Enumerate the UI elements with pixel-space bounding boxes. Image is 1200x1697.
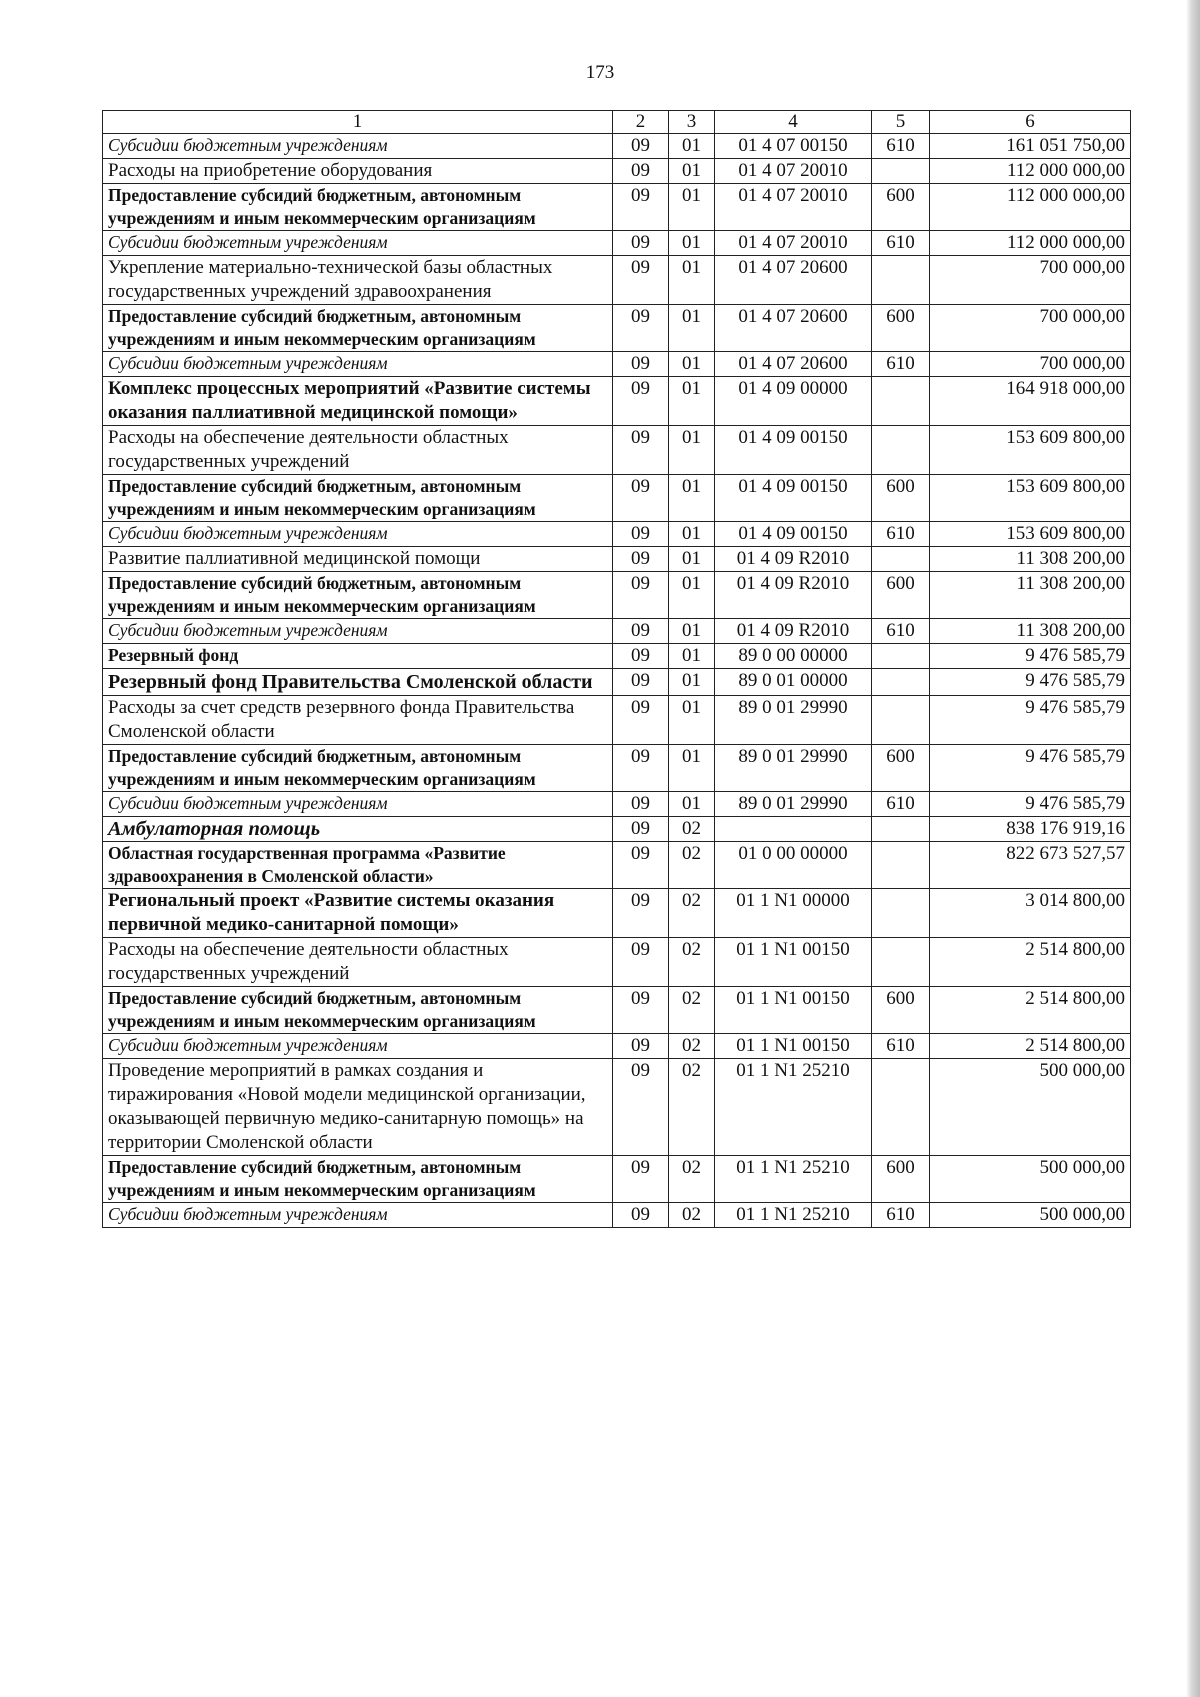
row-amount-cell: 500 000,00: [930, 1203, 1131, 1228]
row-name-cell: Субсидии бюджетным учреждениям: [103, 619, 613, 644]
row-code-4-cell: 01 1 N1 25210: [715, 1203, 872, 1228]
row-code-5-cell: [872, 547, 930, 572]
row-code-4-cell: 01 4 07 20010: [715, 159, 872, 184]
row-code-3-cell: 01: [669, 475, 715, 522]
row-name-cell: Развитие паллиативной медицинской помощи: [103, 547, 613, 572]
table-row: [103, 1203, 1131, 1228]
row-code-5-cell: 600: [872, 572, 930, 619]
row-name-cell: Предоставление субсидий бюджетным, автономным учреждениям и иным некоммерческим организациям: [103, 1156, 613, 1203]
row-amount-cell: 500 000,00: [930, 1059, 1131, 1156]
row-amount-cell: 9 476 585,79: [930, 644, 1131, 669]
row-name-cell: Проведение мероприятий в рамках создания и тиражирования «Новой модели медицинской организации, оказывающей первичную медико-санитарную помощь» на территории Смоленской области: [103, 1059, 613, 1156]
row-code-2-cell: 09: [613, 842, 669, 889]
table-row: [103, 987, 1131, 1034]
row-code-4-cell: 01 4 07 20600: [715, 256, 872, 305]
row-code-3-cell: 02: [669, 889, 715, 938]
table-header-row: [103, 111, 1131, 134]
row-code-3-cell: 02: [669, 1203, 715, 1228]
row-code-4-cell: 89 0 01 29990: [715, 696, 872, 745]
row-code-3-cell: 02: [669, 1059, 715, 1156]
row-code-5-cell: [872, 377, 930, 426]
table-row: [103, 522, 1131, 547]
table-row: [103, 644, 1131, 669]
row-code-4-cell: 01 4 09 00150: [715, 522, 872, 547]
table-row: [103, 184, 1131, 231]
row-code-3-cell: 01: [669, 352, 715, 377]
row-code-5-cell: [872, 696, 930, 745]
header-cell: 6: [930, 111, 1131, 134]
row-code-2-cell: 09: [613, 669, 669, 696]
row-amount-cell: 164 918 000,00: [930, 377, 1131, 426]
row-amount-cell: 153 609 800,00: [930, 522, 1131, 547]
table-row: [103, 159, 1131, 184]
row-amount-cell: 2 514 800,00: [930, 938, 1131, 987]
row-code-5-cell: 600: [872, 305, 930, 352]
row-code-2-cell: 09: [613, 745, 669, 792]
row-code-4-cell: 01 4 09 00150: [715, 426, 872, 475]
row-code-5-cell: [872, 256, 930, 305]
table-row: [103, 231, 1131, 256]
row-code-4-cell: [715, 817, 872, 842]
row-name-cell: Резервный фонд: [103, 644, 613, 669]
row-code-4-cell: 01 4 07 20600: [715, 352, 872, 377]
header-cell: 4: [715, 111, 872, 134]
row-code-5-cell: 600: [872, 987, 930, 1034]
row-code-3-cell: 02: [669, 1034, 715, 1059]
table-row: [103, 352, 1131, 377]
table-row: [103, 377, 1131, 426]
row-amount-cell: 153 609 800,00: [930, 426, 1131, 475]
row-amount-cell: 9 476 585,79: [930, 792, 1131, 817]
row-code-3-cell: 01: [669, 134, 715, 159]
row-amount-cell: 112 000 000,00: [930, 231, 1131, 256]
row-amount-cell: 9 476 585,79: [930, 696, 1131, 745]
row-code-2-cell: 09: [613, 792, 669, 817]
row-amount-cell: 153 609 800,00: [930, 475, 1131, 522]
row-name-cell: Предоставление субсидий бюджетным, автономным учреждениям и иным некоммерческим организациям: [103, 184, 613, 231]
row-code-3-cell: 01: [669, 644, 715, 669]
row-code-4-cell: 89 0 00 00000: [715, 644, 872, 669]
row-code-4-cell: 01 1 N1 00150: [715, 1034, 872, 1059]
table-row: [103, 305, 1131, 352]
row-code-4-cell: 01 4 07 20010: [715, 184, 872, 231]
row-code-2-cell: 09: [613, 475, 669, 522]
row-code-3-cell: 01: [669, 696, 715, 745]
row-code-4-cell: 01 4 07 00150: [715, 134, 872, 159]
row-code-3-cell: 01: [669, 184, 715, 231]
row-code-3-cell: 01: [669, 305, 715, 352]
table-row: [103, 938, 1131, 987]
row-code-2-cell: 09: [613, 352, 669, 377]
row-code-3-cell: 01: [669, 745, 715, 792]
row-code-4-cell: 01 4 09 R2010: [715, 547, 872, 572]
row-code-2-cell: 09: [613, 522, 669, 547]
row-code-3-cell: 02: [669, 1156, 715, 1203]
row-code-3-cell: 01: [669, 792, 715, 817]
row-code-3-cell: 01: [669, 619, 715, 644]
table-row: [103, 817, 1131, 842]
row-code-5-cell: [872, 889, 930, 938]
row-code-2-cell: 09: [613, 696, 669, 745]
row-code-5-cell: [872, 842, 930, 889]
row-code-4-cell: 01 1 N1 25210: [715, 1059, 872, 1156]
row-code-5-cell: 610: [872, 134, 930, 159]
row-code-5-cell: 600: [872, 184, 930, 231]
table-row: [103, 1156, 1131, 1203]
row-name-cell: Областная государственная программа «Развитие здравоохранения в Смоленской области»: [103, 842, 613, 889]
row-code-3-cell: 02: [669, 938, 715, 987]
budget-table-body: [103, 111, 1131, 1228]
row-amount-cell: 9 476 585,79: [930, 669, 1131, 696]
row-code-5-cell: 610: [872, 231, 930, 256]
row-code-5-cell: [872, 1059, 930, 1156]
row-code-2-cell: 09: [613, 134, 669, 159]
table-row: [103, 572, 1131, 619]
row-name-cell: Предоставление субсидий бюджетным, автономным учреждениям и иным некоммерческим организациям: [103, 572, 613, 619]
row-code-4-cell: 01 4 09 00150: [715, 475, 872, 522]
row-code-4-cell: 01 4 09 R2010: [715, 572, 872, 619]
row-name-cell: Предоставление субсидий бюджетным, автономным учреждениям и иным некоммерческим организациям: [103, 745, 613, 792]
row-name-cell: Расходы на обеспечение деятельности областных государственных учреждений: [103, 938, 613, 987]
row-code-4-cell: 01 1 N1 25210: [715, 1156, 872, 1203]
row-code-4-cell: 01 4 09 00000: [715, 377, 872, 426]
row-name-cell: Субсидии бюджетным учреждениям: [103, 1203, 613, 1228]
row-code-3-cell: 01: [669, 572, 715, 619]
budget-table: [102, 110, 1131, 1228]
row-code-3-cell: 01: [669, 377, 715, 426]
row-name-cell: Расходы за счет средств резервного фонда Правительства Смоленской области: [103, 696, 613, 745]
row-code-3-cell: 01: [669, 669, 715, 696]
row-name-cell: Региональный проект «Развитие системы оказания первичной медико-санитарной помощи»: [103, 889, 613, 938]
row-name-cell: Расходы на приобретение оборудования: [103, 159, 613, 184]
row-name-cell: Комплекс процессных мероприятий «Развитие системы оказания паллиативной медицинской помощи»: [103, 377, 613, 426]
table-row: [103, 475, 1131, 522]
row-code-5-cell: 610: [872, 352, 930, 377]
row-code-5-cell: [872, 938, 930, 987]
row-amount-cell: 11 308 200,00: [930, 619, 1131, 644]
table-row: [103, 134, 1131, 159]
row-code-4-cell: 01 1 N1 00150: [715, 938, 872, 987]
row-amount-cell: 700 000,00: [930, 305, 1131, 352]
row-code-5-cell: 610: [872, 1034, 930, 1059]
row-code-3-cell: 01: [669, 256, 715, 305]
row-name-cell: Укрепление материально-технической базы областных государственных учреждений здравоохранения: [103, 256, 613, 305]
row-code-3-cell: 02: [669, 817, 715, 842]
row-code-4-cell: 89 0 01 00000: [715, 669, 872, 696]
row-code-2-cell: 09: [613, 1059, 669, 1156]
row-name-cell: Амбулаторная помощь: [103, 817, 613, 842]
table-row: [103, 426, 1131, 475]
row-amount-cell: 838 176 919,16: [930, 817, 1131, 842]
row-code-5-cell: 610: [872, 1203, 930, 1228]
table-row: [103, 889, 1131, 938]
table-row: [103, 1034, 1131, 1059]
row-code-2-cell: 09: [613, 1034, 669, 1059]
row-code-5-cell: 610: [872, 619, 930, 644]
table-row: [103, 792, 1131, 817]
row-amount-cell: 11 308 200,00: [930, 547, 1131, 572]
row-amount-cell: 112 000 000,00: [930, 184, 1131, 231]
row-code-2-cell: 09: [613, 938, 669, 987]
table-row: [103, 547, 1131, 572]
row-code-4-cell: 01 1 N1 00000: [715, 889, 872, 938]
row-name-cell: Субсидии бюджетным учреждениям: [103, 792, 613, 817]
row-amount-cell: 112 000 000,00: [930, 159, 1131, 184]
row-code-2-cell: 09: [613, 572, 669, 619]
page-number: 173: [585, 62, 615, 83]
row-name-cell: Резервный фонд Правительства Смоленской области: [103, 669, 613, 696]
row-code-5-cell: [872, 669, 930, 696]
header-cell: 1: [103, 111, 613, 134]
row-code-5-cell: [872, 426, 930, 475]
row-amount-cell: 2 514 800,00: [930, 1034, 1131, 1059]
row-name-cell: Расходы на обеспечение деятельности областных государственных учреждений: [103, 426, 613, 475]
row-code-3-cell: 01: [669, 522, 715, 547]
row-code-3-cell: 01: [669, 426, 715, 475]
row-name-cell: Предоставление субсидий бюджетным, автономным учреждениям и иным некоммерческим организациям: [103, 475, 613, 522]
row-code-5-cell: 610: [872, 522, 930, 547]
row-code-2-cell: 09: [613, 644, 669, 669]
row-amount-cell: 3 014 800,00: [930, 889, 1131, 938]
row-name-cell: Субсидии бюджетным учреждениям: [103, 231, 613, 256]
row-code-2-cell: 09: [613, 547, 669, 572]
row-code-3-cell: 02: [669, 842, 715, 889]
row-name-cell: Субсидии бюджетным учреждениям: [103, 1034, 613, 1059]
row-amount-cell: 2 514 800,00: [930, 987, 1131, 1034]
row-name-cell: Субсидии бюджетным учреждениям: [103, 522, 613, 547]
row-code-4-cell: 89 0 01 29990: [715, 792, 872, 817]
row-code-2-cell: 09: [613, 184, 669, 231]
header-cell: 3: [669, 111, 715, 134]
row-code-3-cell: 01: [669, 547, 715, 572]
row-name-cell: Субсидии бюджетным учреждениям: [103, 134, 613, 159]
table-row: [103, 1059, 1131, 1156]
header-cell: 2: [613, 111, 669, 134]
row-amount-cell: 161 051 750,00: [930, 134, 1131, 159]
table-row: [103, 619, 1131, 644]
row-code-4-cell: 01 4 09 R2010: [715, 619, 872, 644]
row-code-2-cell: 09: [613, 889, 669, 938]
table-row: [103, 842, 1131, 889]
row-code-2-cell: 09: [613, 987, 669, 1034]
row-code-2-cell: 09: [613, 377, 669, 426]
row-code-5-cell: 600: [872, 745, 930, 792]
row-amount-cell: 500 000,00: [930, 1156, 1131, 1203]
row-code-2-cell: 09: [613, 817, 669, 842]
table-row: [103, 669, 1131, 696]
row-amount-cell: 700 000,00: [930, 352, 1131, 377]
header-cell: 5: [872, 111, 930, 134]
row-code-4-cell: 01 4 07 20010: [715, 231, 872, 256]
table-row: [103, 696, 1131, 745]
row-code-3-cell: 01: [669, 159, 715, 184]
row-code-2-cell: 09: [613, 305, 669, 352]
row-code-5-cell: [872, 159, 930, 184]
row-amount-cell: 9 476 585,79: [930, 745, 1131, 792]
row-amount-cell: 822 673 527,57: [930, 842, 1131, 889]
row-code-2-cell: 09: [613, 159, 669, 184]
row-code-5-cell: 610: [872, 792, 930, 817]
row-code-2-cell: 09: [613, 231, 669, 256]
row-code-4-cell: 01 0 00 00000: [715, 842, 872, 889]
row-code-3-cell: 02: [669, 987, 715, 1034]
row-name-cell: Субсидии бюджетным учреждениям: [103, 352, 613, 377]
row-code-5-cell: [872, 817, 930, 842]
row-code-5-cell: [872, 644, 930, 669]
row-code-2-cell: 09: [613, 1156, 669, 1203]
row-code-2-cell: 09: [613, 1203, 669, 1228]
table-row: [103, 256, 1131, 305]
row-code-2-cell: 09: [613, 426, 669, 475]
row-amount-cell: 11 308 200,00: [930, 572, 1131, 619]
row-code-2-cell: 09: [613, 619, 669, 644]
row-code-4-cell: 01 4 07 20600: [715, 305, 872, 352]
row-name-cell: Предоставление субсидий бюджетным, автономным учреждениям и иным некоммерческим организациям: [103, 987, 613, 1034]
row-code-2-cell: 09: [613, 256, 669, 305]
row-code-5-cell: 600: [872, 1156, 930, 1203]
row-code-4-cell: 01 1 N1 00150: [715, 987, 872, 1034]
table-row: [103, 745, 1131, 792]
row-code-3-cell: 01: [669, 231, 715, 256]
scanned-page-edge: [1186, 0, 1200, 1697]
row-amount-cell: 700 000,00: [930, 256, 1131, 305]
row-name-cell: Предоставление субсидий бюджетным, автономным учреждениям и иным некоммерческим организациям: [103, 305, 613, 352]
row-code-4-cell: 89 0 01 29990: [715, 745, 872, 792]
row-code-5-cell: 600: [872, 475, 930, 522]
